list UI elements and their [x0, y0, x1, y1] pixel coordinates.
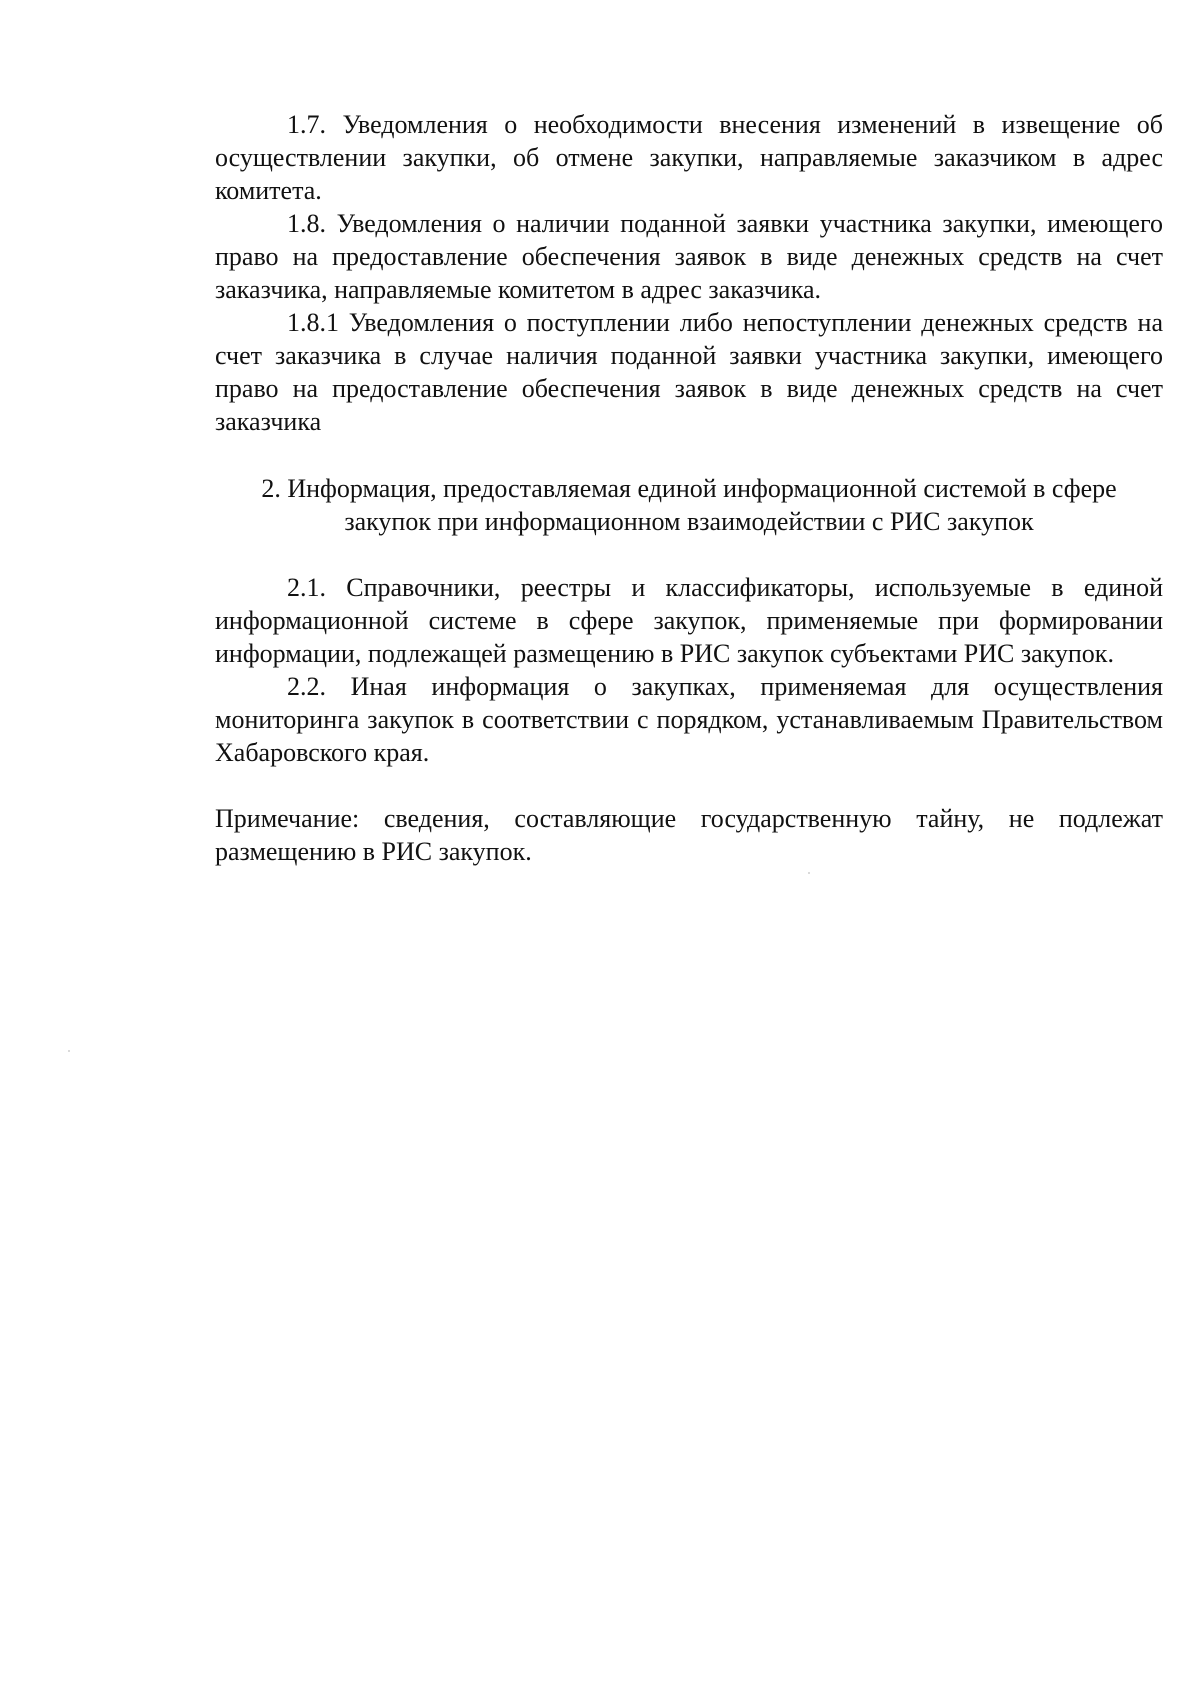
scan-speck [808, 872, 810, 874]
paragraph-1-8-1: 1.8.1 Уведомления о поступлении либо непоступлении денежных средств на счет заказчика в случае наличия поданной заявки участника закупки, имеющего право на предоставление обеспечения заявок в виде денежных средств на счет заказчика [215, 308, 1163, 436]
document-body [215, 108, 1163, 868]
spacer [215, 438, 1163, 472]
spacer [215, 769, 1163, 802]
scan-speck [68, 1050, 70, 1052]
paragraph-1-8: 1.8. Уведомления о наличии поданной заявки участника закупки, имеющего право на предоставление обеспечения заявок в виде денежных средств на счет заказчика, направляемые комитетом в адрес заказчика. [215, 209, 1163, 304]
paragraph-2-1: 2.1. Справочники, реестры и классификаторы, используемые в единой информационной системе в сфере закупок, применяемые при формировании информации, подлежащей размещению в РИС закупок субъектами РИС закупок. [215, 573, 1163, 668]
paragraph-1-7: 1.7. Уведомления о необходимости внесения изменений в извещение об осуществлении закупки, об отмене закупки, направляемые заказчиком в адрес комитета. [215, 110, 1163, 205]
paragraph-2-2: 2.2. Иная информация о закупках, применяемая для осуществления мониторинга закупок в соответствии с порядком, устанавливаемым Правительством Хабаровского края. [215, 672, 1163, 767]
note-paragraph: Примечание: сведения, составляющие государственную тайну, не подлежат размещению в РИС закупок. [215, 804, 1163, 866]
spacer [215, 538, 1163, 571]
section-2-heading: 2. Информация, предоставляемая единой информационной системой в сфере закупок при информационном взаимодействии с РИС закупок [261, 474, 1117, 536]
